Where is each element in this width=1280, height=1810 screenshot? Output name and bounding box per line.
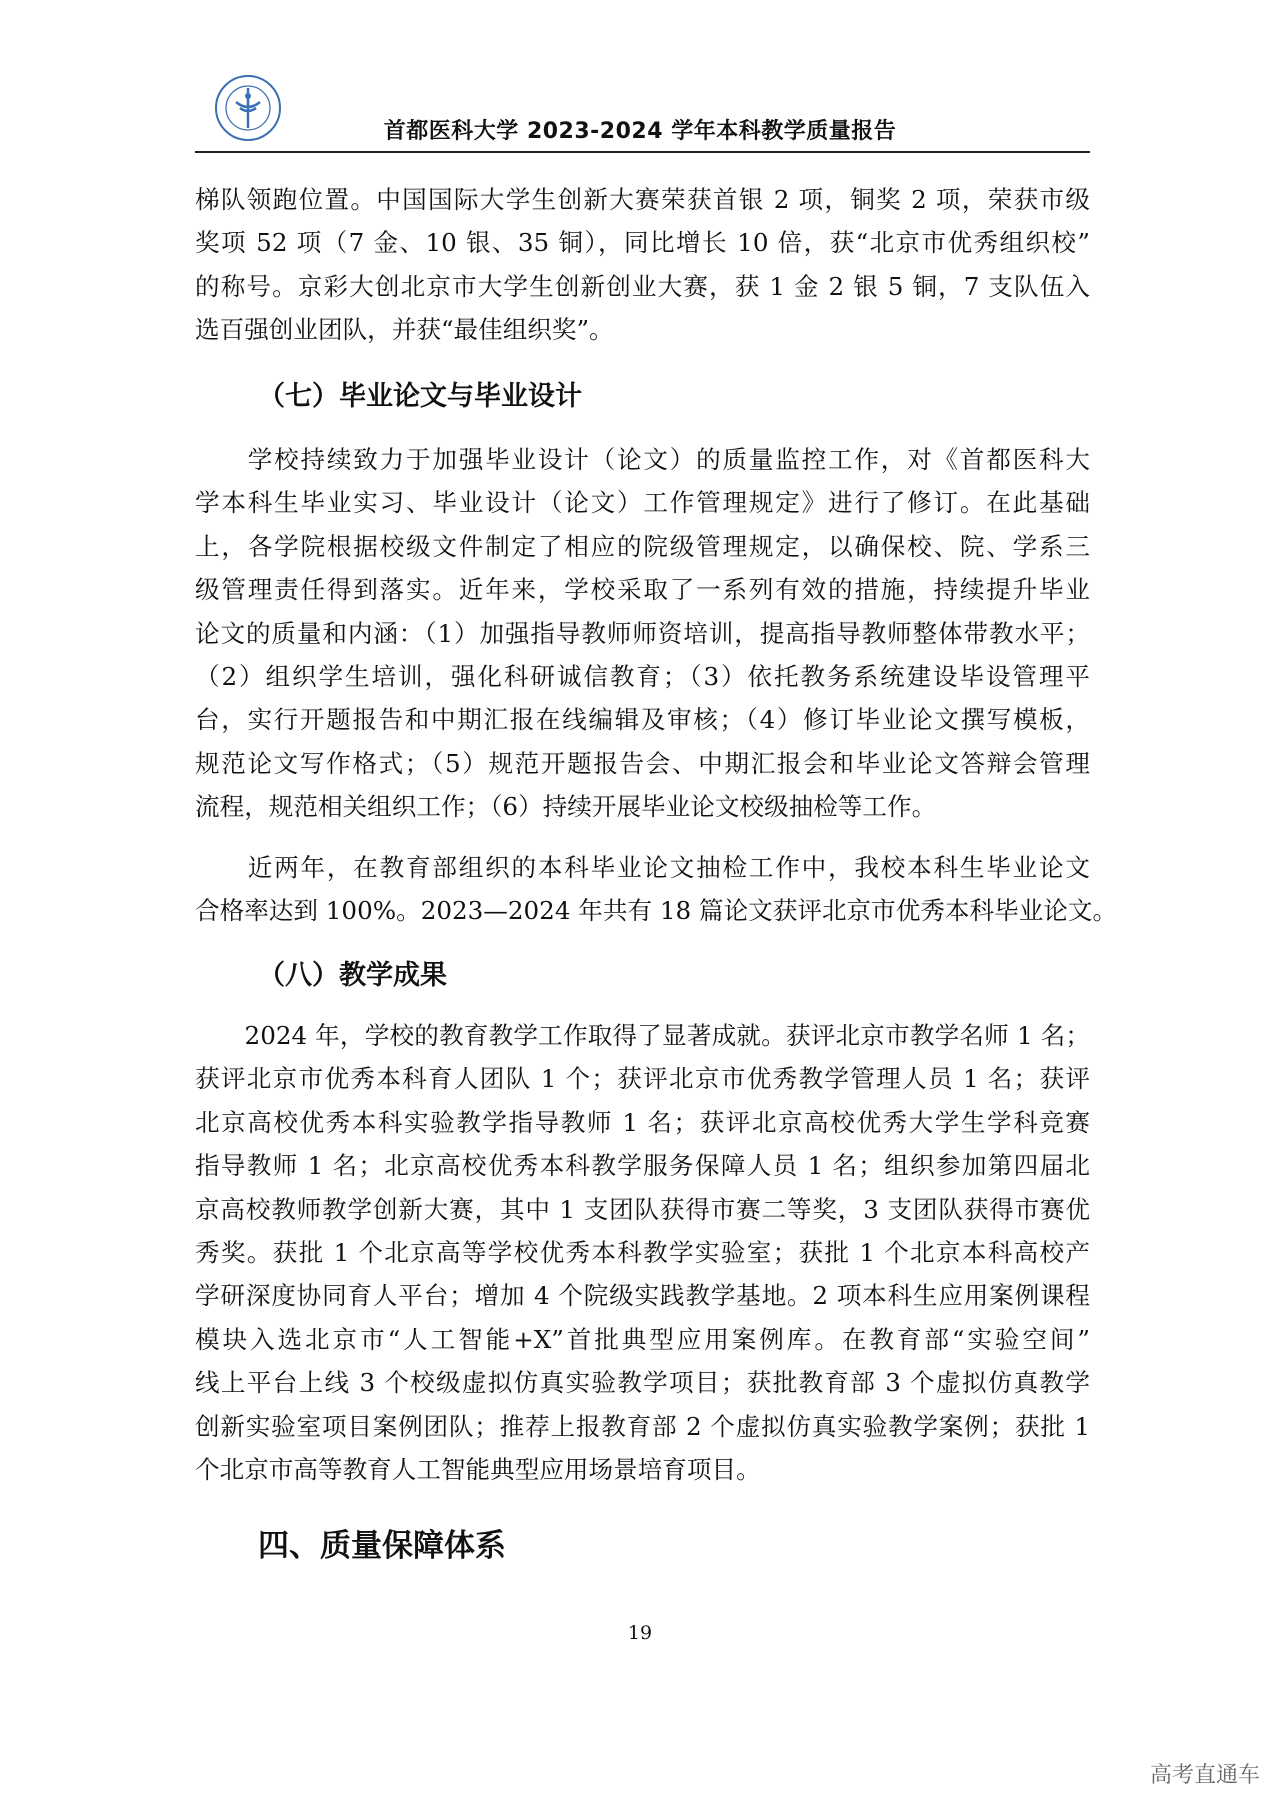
text-line: 级管理责任得到落实。近年来，学校采取了一系列有效的措施，持续提升毕业	[195, 575, 1090, 605]
text-line: 合格率达到 100%。2023—2024 年共有 18 篇论文获评北京市优秀本科毕业论文。	[195, 896, 1118, 926]
text-line: 北京高校优秀本科实验教学指导教师 1 名；获评北京高校优秀大学生学科竞赛	[195, 1107, 1090, 1137]
chapter-heading-quality-assurance: 四、质量保障体系	[258, 1528, 506, 1564]
text-line: （2）组织学生培训，强化科研诚信教育；（3）依托教务系统建设毕设管理平	[195, 661, 1090, 691]
watermark: 高考直通车	[1150, 1763, 1261, 1788]
text-line: 线上平台上线 3 个校级虚拟仿真实验教学项目；获批教育部 3 个虚拟仿真教学	[195, 1368, 1090, 1398]
text-line: 选百强创业团队，并获“最佳组织奖”。	[195, 315, 614, 345]
text-line: 的称号。京彩大创北京市大学生创新创业大赛，获 1 金 2 银 5 铜，7 支队伍入	[195, 271, 1090, 301]
paragraph-teaching-achievements	[195, 1014, 1090, 1491]
text-line: 2024 年，学校的教育教学工作取得了显著成就。获评北京市教学名师 1 名；	[195, 1021, 1090, 1050]
page-number: 19	[627, 1622, 653, 1644]
text-line: 学本科生毕业实习、毕业设计（论文）工作管理规定》进行了修订。在此基础	[195, 488, 1090, 518]
header-divider	[195, 151, 1090, 153]
report-header-title: 首都医科大学 2023-2024 学年本科教学质量报告	[383, 119, 897, 144]
paragraph-thesis-quality	[195, 438, 1090, 829]
paragraph-thesis-pass-rate	[195, 846, 1118, 933]
section-heading-thesis: （七）毕业论文与毕业设计	[258, 381, 582, 412]
text-line: 京高校教师教学创新大赛，其中 1 支团队获得市赛二等奖，3 支团队获得市赛优	[195, 1194, 1090, 1224]
text-line: 指导教师 1 名；北京高校优秀本科教学服务保障人员 1 名；组织参加第四届北	[195, 1151, 1090, 1181]
text-line: 论文的质量和内涵：（1）加强指导教师师资培训，提高指导教师整体带教水平；	[195, 618, 1090, 648]
text-line: 学研深度协同育人平台；增加 4 个院级实践教学基地。2 项本科生应用案例课程	[195, 1281, 1091, 1311]
text-line: 近两年，在教育部组织的本科毕业论文抽检工作中，我校本科生毕业论文	[195, 853, 1090, 882]
text-line: 获评北京市优秀本科育人团队 1 个；获评北京市优秀教学管理人员 1 名；获评	[195, 1064, 1090, 1094]
text-line: 梯队领跑位置。中国国际大学生创新大赛荣获首银 2 项，铜奖 2 项，荣获市级	[195, 185, 1090, 214]
text-line: 个北京市高等教育人工智能典型应用场景培育项目。	[195, 1454, 761, 1484]
text-line: 模块入选北京市“人工智能+X”首批典型应用案例库。在教育部“实验空间”	[195, 1324, 1090, 1354]
text-line: 台，实行开题报告和中期汇报在线编辑及审核；（4）修订毕业论文撰写模板，	[195, 705, 1090, 735]
text-line: 流程，规范相关组织工作；（6）持续开展毕业论文校级抽检等工作。	[195, 792, 937, 822]
paragraph-innovation-awards	[195, 178, 1090, 352]
text-line: 学校持续致力于加强毕业设计（论文）的质量监控工作，对《首都医科大	[195, 445, 1090, 474]
text-line: 创新实验室项目案例团队；推荐上报教育部 2 个虚拟仿真实验教学案例；获批 1	[195, 1411, 1090, 1441]
text-line: 秀奖。获批 1 个北京高等学校优秀本科教学实验室；获批 1 个北京本科高校产	[195, 1237, 1090, 1267]
text-line: 上，各学院根据校级文件制定了相应的院级管理规定，以确保校、院、学系三	[195, 531, 1090, 561]
text-line: 奖项 52 项（7 金、10 银、35 铜），同比增长 10 倍，获“北京市优秀组织校”	[195, 228, 1090, 258]
section-heading-achievements: （八）教学成果	[258, 960, 447, 991]
text-line: 规范论文写作格式；（5）规范开题报告会、中期汇报会和毕业论文答辩会管理	[195, 748, 1090, 778]
